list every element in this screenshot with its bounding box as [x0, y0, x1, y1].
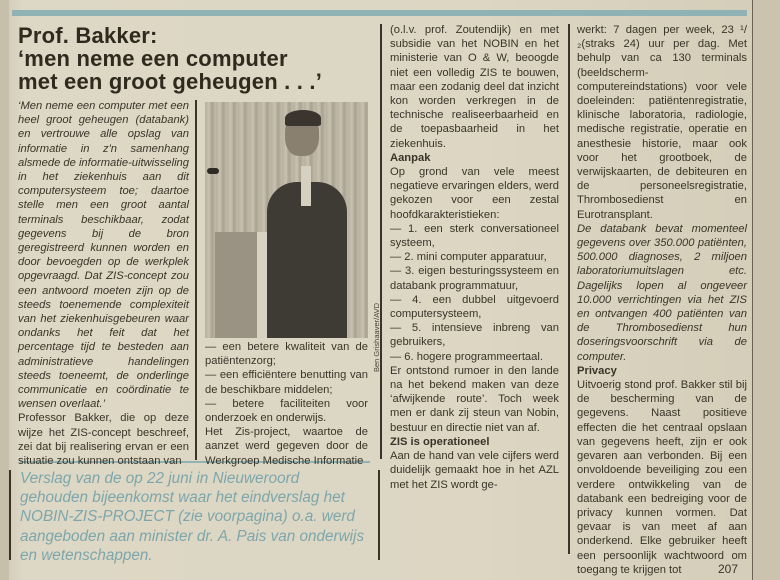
headline-line-1: Prof. Bakker:: [18, 23, 158, 48]
body-paragraph: Het Zis-project, waartoe de aanzet werd gegeven door de Werkgroep Medische Informatie: [205, 426, 368, 467]
photo-credit: Ben Grishaaver/AVD: [372, 302, 381, 372]
body-paragraph: Uitvoerig stond prof. Bakker stil bij de bescherming van de gegevens. Naast positieve effecten die het centraal opslaan van gegevens heeft, zijn er ook gevaren aan verbonden. Bij een onvoldoende beveiliging zou een verdere ontwikkeling van de databank een bedreiging voor de privacy kunnen vormen. Dat gevaar is van meet af aan onderkend. Elke gebruiker heeft een persoonlijk wachtwoord om toegang te krijgen tot: [577, 379, 747, 576]
list-item: — 1. een sterk conversationeel systeem,: [390, 222, 559, 250]
page-right-edge: [752, 0, 780, 580]
section-heading-aanpak: Aanpak: [390, 151, 431, 164]
column-1: [18, 99, 189, 468]
headline-line-3: met een groot geheugen . . .’: [18, 69, 323, 94]
body-paragraph: Op grond van vele meest negatieve ervaringen elders, werd gekozen voor een zestal hoofdkarakteristieken:: [390, 166, 559, 221]
page-number: 207: [718, 562, 739, 576]
body-paragraph: werkt: 7 dagen per week, 23 ¹/₂(straks 24) uur per dag. Met behulp van ca 130 terminals (beeldscherm-computereindstations) voor vele doeleinden: patiëntenregistratie, klinische laboratoria, radiologie, medische registratie, operatie en anesthesie historie, maar ook voor het grootboek, de verwijskaarten, de debiteuren en de personeelsregistratie, Thrombosedienst en Eurotransplant.: [577, 24, 747, 221]
caption-right-rule: [378, 470, 380, 560]
body-paragraph: Er ontstond rumoer in den lande na het bekend maken van deze ‘afwijkende route’. Toch week men er dank zij steun van Nobin, bestuur en directie niet van af.: [390, 364, 559, 434]
list-item: — 6. hogere programmeertaal.: [390, 350, 543, 363]
caption-left-rule: [9, 470, 11, 560]
body-paragraph: Aan de hand van vele cijfers werd duidelijk gemaakt hoe in het AZL met het ZIS wordt ge-: [390, 450, 559, 491]
list-item: — 2. mini computer apparatuur,: [390, 251, 547, 264]
headline-line-2: ‘men neme een computer: [18, 46, 288, 71]
article-headline: [18, 24, 378, 93]
column-3: [390, 23, 559, 492]
list-item: — 3. eigen besturingssysteem en databank programmatuur,: [390, 265, 559, 292]
list-item: — betere faciliteiten voor onderzoek en onderwijs.: [205, 397, 368, 425]
microphone-icon: [207, 168, 219, 174]
list-item: — een efficiëntere benutting van de beschikbare middelen;: [205, 369, 368, 396]
column-4: [577, 23, 747, 577]
body-paragraph: (o.l.v. prof. Zoutendijk) en met subsidie van het NOBIN en het ministerie van O & W, beoogde niet een volledig ZIS te bouwen, maar een zodanig deel dat inzicht kon worden verkregen in de technische realiseerbaarheid en de toepasbaarheid in het ziekenhuis.: [390, 24, 559, 150]
top-accent-rule: [12, 10, 747, 16]
italic-paragraph: De databank bevat momenteel gegevens over 350.000 patiënten, 500.000 diagnoses, 2 miljoen laboratoriumuitslagen etc. Dagelijks lopen al ongeveer 10.000 verrichtingen via het ZIS en ontvangen 400 patiënten van de Thrombosedienst hun doseringsvoorschrift via de computer.: [577, 222, 747, 363]
column-2: [205, 340, 368, 468]
section-heading-zis: ZIS is operationeel: [390, 435, 490, 448]
list-item: — 5. intensieve inbreng van gebruikers,: [390, 322, 559, 349]
section-heading-privacy: Privacy: [577, 364, 617, 377]
column-divider: [195, 100, 197, 460]
speaker-photo: [205, 102, 368, 338]
page-left-edge: [0, 0, 9, 580]
column-divider: [568, 24, 570, 554]
photo-caption: Verslag van de op 22 juni in Nieuweroord gehouden bijeenkomst waar het eindverslag het NOBIN-ZIS-PROJECT (zie voorpagina) o.a. werd aangeboden aan minister dr. A. Pais van onderwijs en wetenschappen.: [20, 470, 365, 564]
opening-quote: ‘Men neme een computer met een heel groot geheugen (databank) en vertrouwe alle opslag van informatie in z'n samenhang alsmede de informatie-uitwisseling in het ziekenhuis aan dit computersysteem toe; daartoe stelle men een groot aantal terminals beschikbaar, zodat gegevens bij de bron geregistreerd kunnen worden en door bevoegden op de werkplek opgevraagd. Dat ZIS-concept zou een antwoord moeten zijn op de steeds toenemende complexiteit van het ziekenhuisgebeuren waar ondanks het feit dat het percentage tijd te besteden aan administratieve handelingen steeds toeneemt, de onderlinge communicatie en coördinatie te wensen overlaat.’: [18, 100, 189, 411]
body-paragraph: Professor Bakker, die op deze wijze het ZIS-concept beschreef, zei dat bij realisering ervan er een situatie zou kunnen ontstaan van: [18, 412, 189, 468]
column-divider: [380, 24, 382, 459]
list-item: — een betere kwaliteit van de patiëntenzorg;: [205, 341, 368, 368]
list-item: — 4. een dubbel uitgevoerd computersysteem,: [390, 293, 559, 321]
